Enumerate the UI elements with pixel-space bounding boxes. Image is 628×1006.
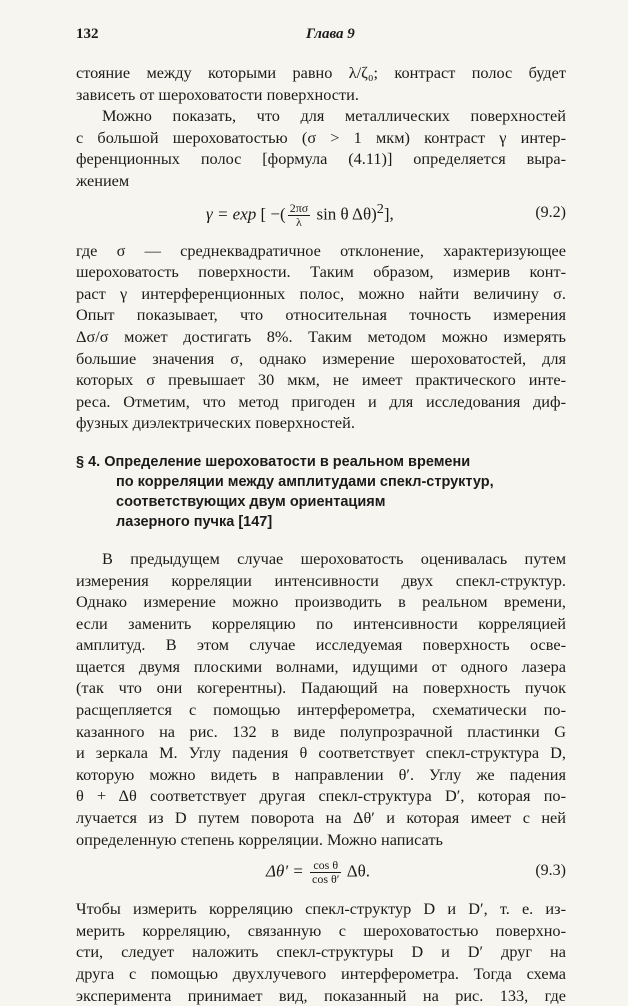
- equation-number: (9.3): [535, 862, 566, 880]
- section-heading: соответствующих двум ориентациям: [116, 493, 386, 510]
- eq-rest: sin θ Δθ): [312, 204, 377, 224]
- eq-lhs: Δθ′ =: [266, 861, 309, 881]
- text-line: если заменить корреляцию по интенсивности корреляцией: [76, 613, 566, 633]
- text-line: с большой шероховатостью (σ > 1 мкм) контраст γ интер-: [76, 127, 566, 147]
- text-line: друга с помощью двухлучевого интерферометра. Тогда схема: [76, 964, 566, 983]
- text-line: мерить корреляцию, связанную с шероховатостью поверхно-: [76, 920, 566, 940]
- text-line: Опыт показывает, что относительная точность измерения: [76, 305, 566, 325]
- text-line: (так что они когерентны). Падающий на поверхность пучок: [76, 678, 566, 698]
- text-line: Чтобы измерить корреляцию спекл-структур D и D′, т. е. из-: [76, 899, 566, 919]
- text-line: стояние между которыми равно λ/ζ₀; контраст полос будет: [76, 63, 566, 82]
- text-line: ференционных полос [формула (4.11)] определяется выра-: [76, 149, 566, 169]
- page-header: [76, 26, 566, 46]
- eq-fraction: [288, 202, 311, 229]
- text-line: сти, следует наложить спекл-структуры D и D′ друг на: [76, 942, 566, 962]
- text-line: θ + Δθ соответствует другая спекл-структура D′, которая по-: [76, 786, 566, 806]
- text-line: Можно показать, что для металлических поверхностей: [102, 106, 566, 126]
- eq-fraction-denominator: cos θ′: [312, 872, 340, 887]
- equation-9-2: [76, 195, 566, 235]
- text-line: которую можно видеть в направлении θ′. Углу же падения: [76, 764, 566, 784]
- eq-lhs: γ = exp: [206, 204, 261, 224]
- text-line: эксперимента принимает вид, показанный на рис. 133, где: [76, 985, 566, 1005]
- page-number: 132: [76, 26, 99, 42]
- text-line: щается двумя плоскими волнами, идущими от одного лазера: [76, 656, 566, 676]
- text-line: зависеть от шероховатости поверхности.: [76, 84, 359, 104]
- text-line: и зеркала M. Углу падения θ соответствует спекл-структура D,: [76, 743, 566, 763]
- section-heading: по корреляции между амплитудами спекл-структур,: [116, 473, 494, 490]
- equation-formula: [266, 859, 370, 886]
- eq-power: 2: [376, 200, 384, 217]
- eq-bracket-open: [ −(: [260, 204, 286, 224]
- text-line: жением: [76, 170, 130, 190]
- text-line: казанного на рис. 132 в виде полупрозрачной пластинки G: [76, 721, 566, 741]
- text-line: где σ — среднеквадратичное отклонение, характеризующее: [76, 240, 566, 260]
- text-line: фузных диэлектрических поверхностей.: [76, 413, 355, 433]
- section-spacer: [76, 434, 566, 452]
- eq-bracket-close: ],: [383, 204, 394, 224]
- text-line: большие значения σ, однако измерение шероховатостей, для: [76, 348, 566, 368]
- text-line: лучается из D путем поворота на Δθ′ и которая имеет с ней: [76, 808, 566, 828]
- section-heading: лазерного пучка [147]: [116, 513, 273, 530]
- section-spacer: [76, 532, 566, 548]
- equation-9-3: [76, 853, 566, 893]
- text-line: Δσ/σ может достигать 8%. Таким методом можно измерять: [76, 326, 566, 346]
- running-head: Глава 9: [306, 26, 355, 42]
- text-line: расщепляется с помощью интерферометра, схематически по-: [76, 700, 566, 720]
- section-heading: § 4. Определение шероховатости в реальном времени: [76, 453, 471, 470]
- page-body: [76, 62, 566, 1006]
- text-line: В предыдущем случае шероховатость оценивалась путем: [102, 548, 566, 568]
- text-line: шероховатость поверхности. Таким образом, измерив конт-: [76, 262, 566, 282]
- text-line: реса. Отметим, что метод пригоден и для исследования диф-: [76, 391, 566, 411]
- eq-fraction-numerator: 2πσ: [289, 200, 309, 215]
- text-line: амплитуд. В этом случае исследуемая поверхность осве-: [76, 635, 566, 655]
- text-line: раст γ интерференционных полос, можно найти величину σ.: [76, 283, 566, 303]
- text-line: которых σ превышает 30 мкм, не имеет практического инте-: [76, 370, 566, 390]
- eq-fraction-numerator: cos θ: [310, 859, 341, 873]
- text-line: определенную степень корреляции. Можно написать: [76, 829, 443, 849]
- equation-formula: [206, 201, 394, 229]
- eq-fraction: [310, 859, 341, 886]
- eq-rest: Δθ.: [343, 861, 371, 881]
- text-line: измерения корреляции интенсивности двух спекл-структур.: [76, 570, 566, 590]
- equation-number: (9.2): [535, 203, 566, 221]
- text-line: Однако измерение можно производить в реальном времени,: [76, 592, 566, 612]
- eq-fraction-denominator: λ: [296, 214, 302, 229]
